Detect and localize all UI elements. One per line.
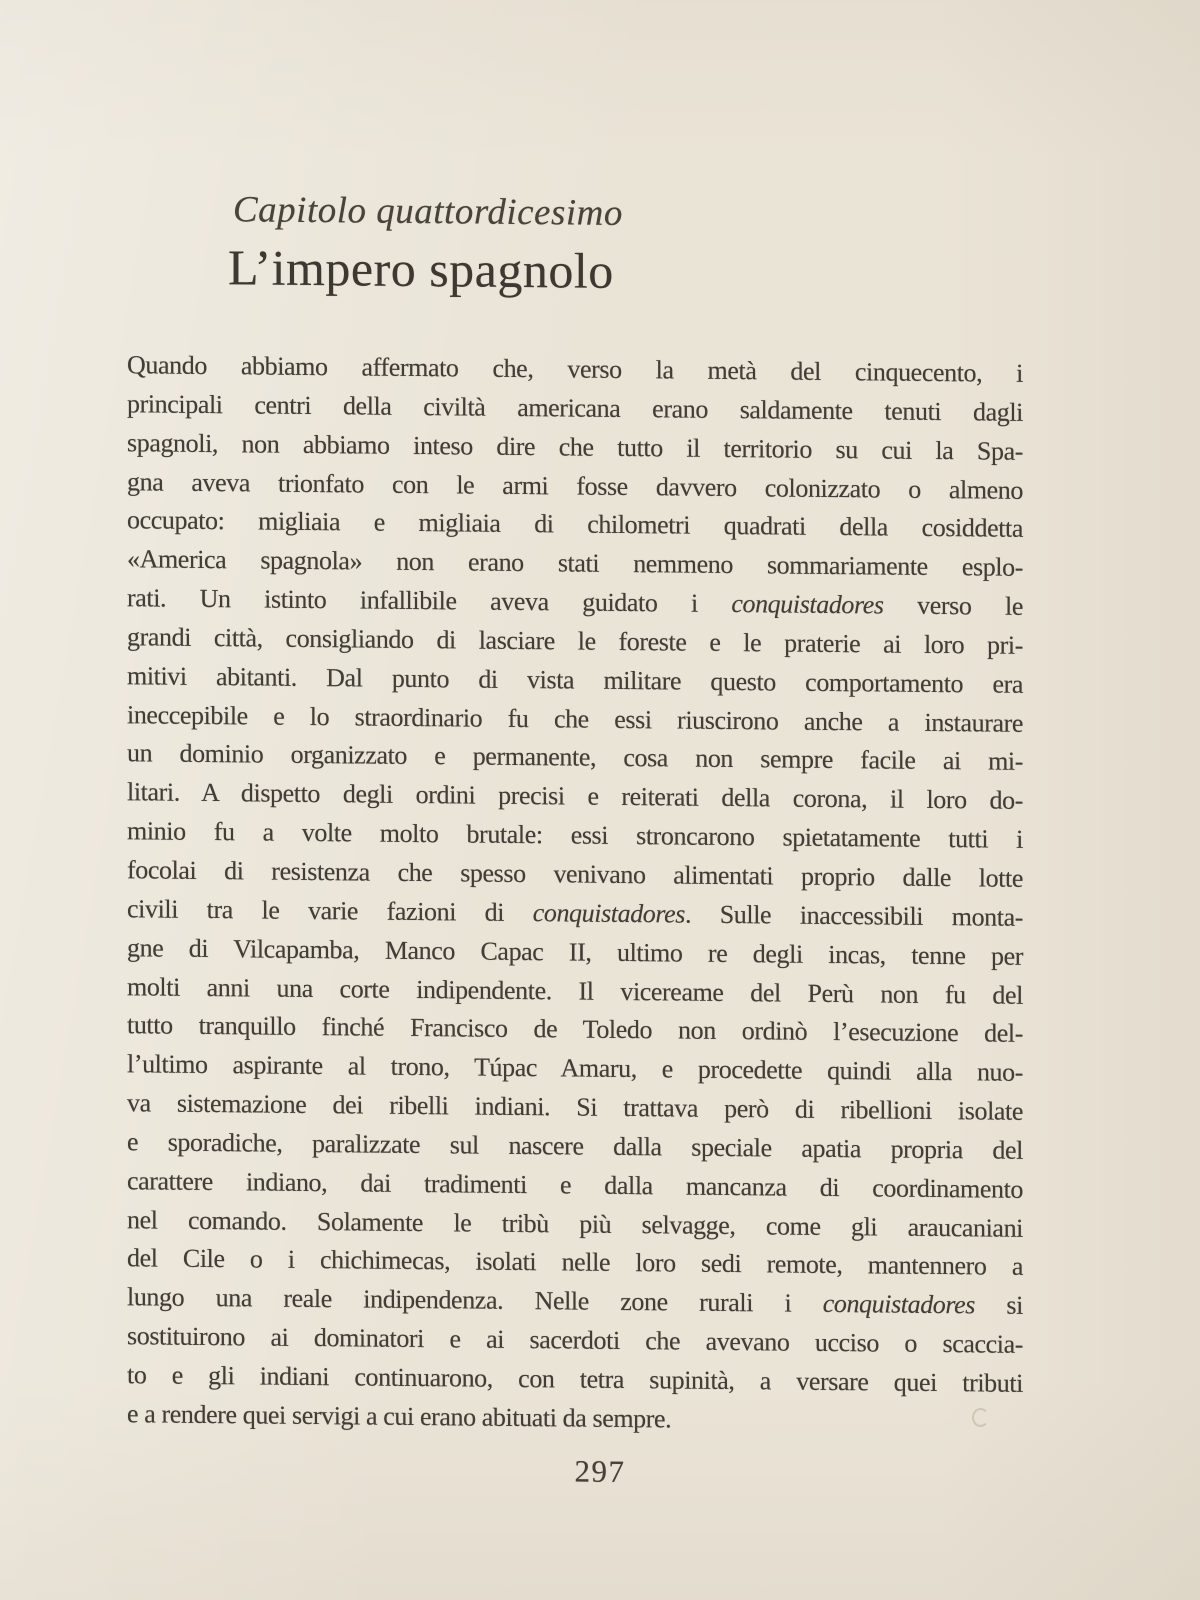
text-segment: spagnoli, non abbiamo inteso dire che tutto il territorio su cui la Spa-: [127, 427, 1023, 466]
text-segment: minio fu a volte molto brutale: essi stroncarono spietatamente tutti i: [127, 816, 1023, 854]
text-segment: gne di Vilcapamba, Manco Capac II, ultimo re degli incas, tenne per: [127, 932, 1023, 971]
italic-text-segment: conquistadores: [822, 1289, 976, 1320]
text-segment: del Cile o i chichimecas, isolati nelle loro sedi remote, mantennero a: [127, 1243, 1023, 1282]
text-segment: nel comando. Solamente le tribù più selvagge, come gli araucaniani: [127, 1204, 1023, 1243]
text-segment: «America spagnola» non erano stati nemmeno sommariamente esplo-: [127, 544, 1023, 583]
paper-blemish-mark: [972, 1408, 989, 1427]
page-title: L’impero spagnolo: [228, 239, 614, 299]
text-segment: un dominio organizzato e permanente, cosa non sempre facile ai mi-: [127, 738, 1023, 777]
text-segment: si: [975, 1290, 1023, 1321]
chapter-heading: Capitolo quattordicesimo: [233, 189, 623, 234]
text-segment: focolai di resistenza che spesso venivano alimentati proprio dalle lotte: [127, 855, 1023, 893]
italic-text-segment: conquistadores: [731, 589, 884, 620]
text-segment: to e gli indiani continuarono, con tetra supinità, a versare quei tributi: [127, 1360, 1023, 1398]
text-segment: rati. Un istinto infallibile aveva guidato i: [127, 583, 732, 619]
text-segment: e sporadiche, paralizzate sul nascere dalla speciale apatia propria del: [127, 1127, 1023, 1165]
text-segment: l’ultimo aspirante al trono, Túpac Amaru, e procedette quindi alla nuo-: [127, 1049, 1023, 1088]
text-segment: sostituirono ai dominatori e ai sacerdoti che avevano ucciso o scaccia-: [127, 1321, 1023, 1359]
text-segment: Quando abbiamo affermato che, verso la metà del cinquecento, i: [127, 350, 1023, 388]
text-segment: verso le: [883, 590, 1023, 621]
page-number: 297: [574, 1453, 626, 1490]
text-segment: principali centri della civiltà americana erano saldamente tenuti dagli: [127, 389, 1023, 427]
text-segment: gna aveva trionfato con le armi fosse davvero colonizzato o almeno: [127, 466, 1023, 505]
italic-text-segment: conquistadores: [532, 897, 686, 929]
text-segment: tutto tranquillo finché Francisco de Toledo non ordinò l’esecuzione del-: [127, 1010, 1023, 1049]
text-segment: lungo una reale indipendenza. Nelle zone rurali i: [127, 1282, 823, 1319]
body-paragraph: [127, 346, 1023, 1442]
text-segment: occupato: migliaia e migliaia di chilometri quadrati della cosiddetta: [127, 505, 1023, 544]
text-segment: litari. A dispetto degli ordini precisi e reiterati della corona, il loro do-: [127, 777, 1023, 816]
text-segment: . Sulle inaccessibili monta-: [685, 899, 1023, 932]
text-segment: va sistemazione dei ribelli indiani. Si trattava però di ribellioni isolate: [127, 1088, 1023, 1126]
text-segment: ineccepibile e lo straordinario fu che essi riuscirono anche a instaurare: [127, 699, 1023, 738]
text-segment: grandi città, consigliando di lasciare le foreste e le praterie ai loro pri-: [127, 622, 1023, 660]
text-segment: e a rendere quei servigi a cui erano abituati da sempre.: [127, 1399, 672, 1434]
text-segment: molti anni una corte indipendente. Il vicereame del Perù non fu del: [127, 971, 1023, 1010]
text-segment: carattere indiano, dai tradimenti e dalla mancanza di coordinamento: [127, 1165, 1023, 1204]
text-segment: mitivi abitanti. Dal punto di vista militare questo comportamento era: [127, 660, 1023, 699]
text-segment: civili tra le varie fazioni di: [127, 894, 533, 927]
